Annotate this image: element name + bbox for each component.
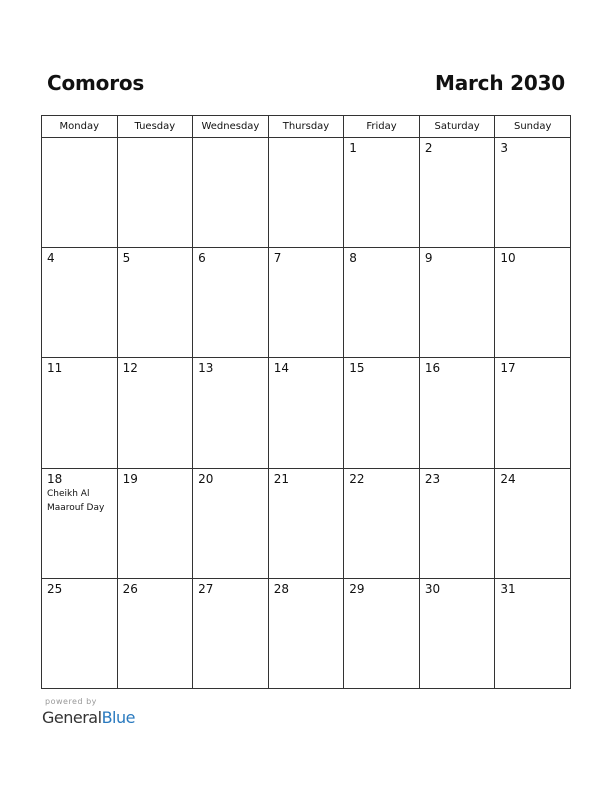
- day-number: 4: [47, 251, 55, 266]
- day-number: 28: [273, 581, 289, 596]
- country-title: Comoros: [47, 71, 145, 95]
- week-row: [42, 358, 571, 468]
- day-number: 18: [47, 471, 63, 486]
- day-cell: [42, 138, 118, 248]
- weekday-thursday: Thursday: [268, 116, 344, 138]
- day-cell: [193, 468, 269, 578]
- day-number: 3: [500, 141, 509, 155]
- weekday-monday: Monday: [42, 116, 118, 138]
- day-number: 26: [122, 581, 138, 596]
- day-cell: [495, 578, 571, 688]
- day-number: 25: [47, 581, 63, 596]
- weekday-sunday: Sunday: [495, 116, 571, 138]
- week-row: [42, 138, 571, 248]
- day-number: 11: [47, 361, 63, 376]
- day-cell: [42, 578, 118, 688]
- day-cell: [419, 578, 495, 688]
- day-number: [118, 138, 193, 141]
- day-number: 14: [273, 361, 289, 376]
- day-cell: [495, 248, 571, 358]
- day-number: 5: [122, 251, 131, 266]
- day-cell: [344, 578, 420, 688]
- weekday-header-row: [42, 116, 571, 138]
- day-cell: [268, 578, 344, 688]
- day-cell: [117, 248, 193, 358]
- day-number: 27: [198, 581, 214, 596]
- day-cell: [419, 468, 495, 578]
- day-number: 15: [349, 361, 365, 376]
- day-number: 7: [273, 251, 282, 266]
- day-cell: [193, 358, 269, 468]
- day-cell: [419, 358, 495, 468]
- day-number: 12: [122, 361, 138, 376]
- weekday-wednesday: Wednesday: [193, 116, 269, 138]
- day-cell: [42, 358, 118, 468]
- day-cell: [495, 138, 571, 248]
- day-cell: [419, 248, 495, 358]
- day-cell: [419, 138, 495, 248]
- day-cell: [344, 138, 420, 248]
- day-cell: [193, 248, 269, 358]
- day-number: 19: [122, 471, 138, 486]
- week-row: [42, 578, 571, 688]
- day-number: 10: [500, 251, 516, 266]
- day-number: 20: [198, 471, 214, 486]
- calendar-body: [42, 138, 571, 689]
- powered-by-label: powered by: [45, 697, 97, 706]
- day-number: 30: [424, 581, 441, 596]
- day-cell: [117, 468, 193, 578]
- day-cell: [344, 468, 420, 578]
- day-cell: [268, 248, 344, 358]
- day-cell: [193, 138, 269, 248]
- calendar-grid: [41, 115, 571, 689]
- day-cell: [117, 578, 193, 688]
- weekday-friday: Friday: [344, 116, 420, 138]
- weekday-saturday: Saturday: [419, 116, 495, 138]
- day-cell: [42, 468, 118, 578]
- day-cell: [193, 578, 269, 688]
- day-number: [42, 138, 117, 141]
- week-row: [42, 248, 571, 358]
- day-cell: [117, 138, 193, 248]
- brand-part2: Blue: [101, 708, 135, 727]
- day-cell: [268, 138, 344, 248]
- day-number: 8: [349, 251, 357, 266]
- day-cell: [117, 358, 193, 468]
- day-number: 17: [500, 361, 516, 376]
- day-number: 1: [349, 141, 357, 155]
- day-number: 24: [500, 471, 516, 486]
- holiday-label: Cheikh Al Maarouf Day: [47, 488, 105, 513]
- day-cell: [42, 248, 118, 358]
- day-number: 16: [424, 361, 441, 376]
- day-number: 13: [198, 361, 214, 376]
- day-number: 21: [273, 471, 289, 486]
- day-number: 6: [198, 251, 206, 266]
- day-number: 23: [424, 471, 441, 486]
- generalblue-logo: [42, 708, 135, 727]
- weekday-tuesday: Tuesday: [117, 116, 193, 138]
- day-cell: [268, 468, 344, 578]
- day-number: 29: [349, 581, 365, 596]
- day-cell: [495, 468, 571, 578]
- day-number: 31: [500, 581, 516, 596]
- brand-part1: General: [42, 708, 102, 727]
- day-cell: [344, 248, 420, 358]
- day-number: 9: [424, 251, 433, 266]
- week-row: [42, 468, 571, 578]
- day-cell: [268, 358, 344, 468]
- day-number: [269, 138, 344, 141]
- day-number: [193, 138, 268, 141]
- day-cell: [495, 358, 571, 468]
- day-number: 22: [349, 471, 365, 486]
- month-year-title: March 2030: [435, 71, 565, 95]
- day-number: 2: [424, 141, 433, 155]
- day-cell: [344, 358, 420, 468]
